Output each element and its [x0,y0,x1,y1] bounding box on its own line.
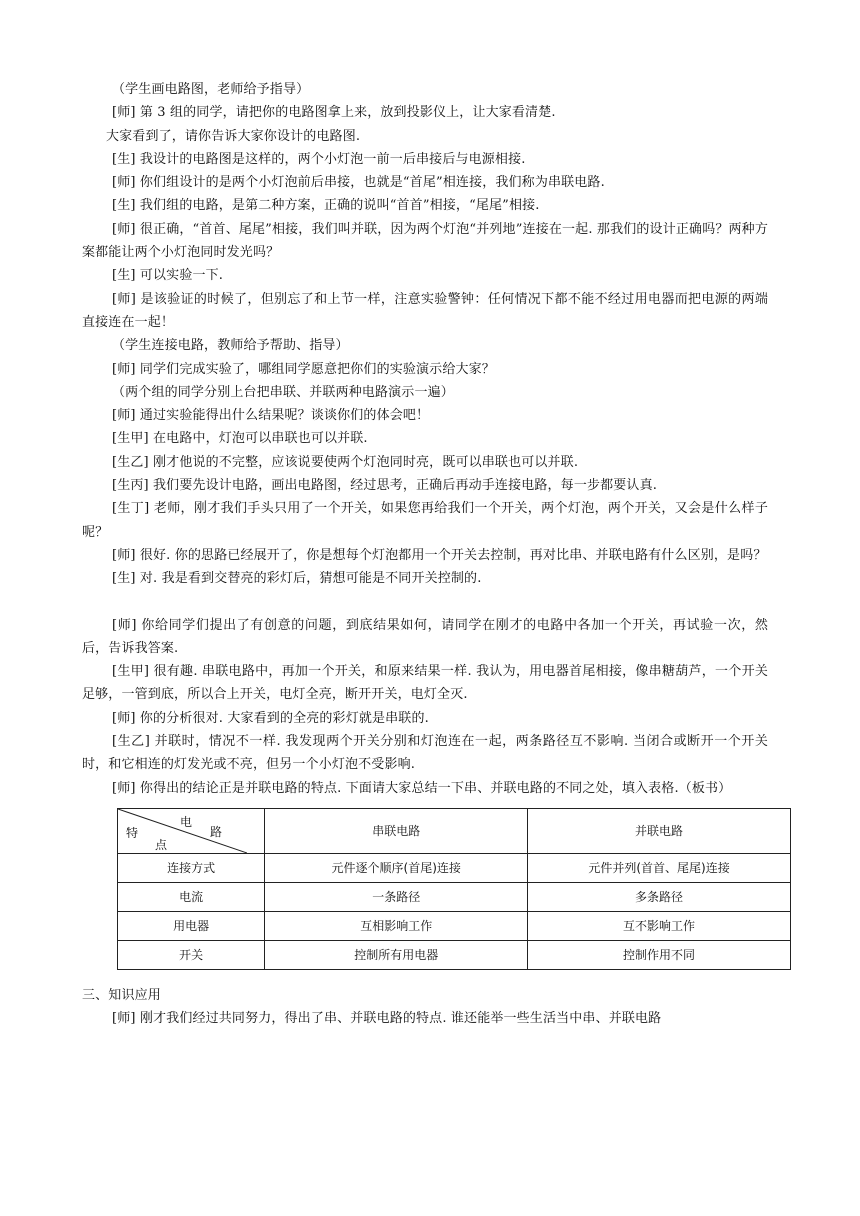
table-cell: 控制所有用电器 [265,940,528,969]
paragraph: （两个组的同学分别上台把串联、并联两种电路演示一遍） [112,384,454,400]
corner-label: 路 [210,824,223,839]
paragraph: [生] 我们组的电路，是第二种方案，正确的说叫“首首”相接，“尾尾”相接. [112,198,540,214]
table-cell: 一条路径 [265,882,528,911]
row-label: 电流 [118,882,265,911]
comparison-table [117,808,791,970]
row-label: 连接方式 [118,853,265,882]
paragraph: [师] 很好. 你的思路已经展开了，你是想每个灯泡都用一个开关去控制，再对比串、并联电路有什么区别，是吗？ [112,547,767,563]
paragraph: （学生连接电路，教师给予帮助、指导） [112,338,349,354]
paragraph: [生乙] 并联时，情况不一样. 我发现两个开关分别和灯泡连在一起，两条路径互不影响. 当闭合或断开一个开关时，和它相连的灯发光或不亮，但另一个小灯泡不受影响. [82,734,768,773]
paragraph: 大家看到了，请你告诉大家你设计的电路图. [106,128,361,144]
paragraph: [师] 很正确，“首首、尾尾”相接，我们叫并联，因为两个灯泡“并列地”连接在一起. 那我们的设计正确吗？两种方案都能让两个小灯泡同时发光吗？ [82,221,768,261]
paragraph: [师] 你们组设计的是两个小灯泡前后串接，也就是“首尾”相连接，我们称为串联电路. [112,175,605,191]
paragraph: [生乙] 刚才他说的不完整，应该说要使两个灯泡同时亮，既可以串联也可以并联. [112,454,579,470]
table-cell: 元件逐个顺序(首尾)连接 [265,853,528,882]
paragraph: [生] 我设计的电路图是这样的，两个小灯泡一前一后串接后与电源相接. [112,151,526,167]
table-cell: 多条路径 [528,882,791,911]
table-corner-cell [118,808,265,853]
table-cell: 控制作用不同 [528,940,791,969]
paragraph: [生] 对. 我是看到交替亮的彩灯后，猜想可能是不同开关控制的. [112,571,482,587]
paragraph: [师] 刚才我们经过共同努力，得出了串、并联电路的特点. 谁还能举一些生活当中串、并联电路 [112,1011,662,1027]
paragraph: [师] 同学们完成实验了，哪组同学愿意把你们的实验演示给大家？ [112,361,495,377]
paragraph: [生甲] 很有趣. 串联电路中，再加一个开关，和原来结果一样. 我认为，用电器首尾相接，像串糖葫芦，一个开关足够，一管到底，所以合上开关，电灯全亮，断开开关，电灯全灭. [82,664,768,703]
paragraph: [师] 是该验证的时候了，但别忘了和上节一样，注意实验警钟：任何情况下都不能不经过用电器而把电源的两端直接连在一起！ [82,291,768,330]
table-row [118,940,791,969]
corner-label: 特 [126,825,139,840]
table-header-row [118,808,791,853]
paragraph: [师] 通过实验能得出什么结果呢？谈谈你们的体会吧！ [112,408,430,424]
corner-label: 点 [155,837,168,852]
paragraph: [生丁] 老师，刚才我们手头只用了一个开关，如果您再给我们一个开关，两个灯泡，两个开关，又会是什么样子呢？ [82,501,768,540]
row-label: 开关 [118,940,265,969]
corner-label: 电 [180,814,193,829]
paragraph: [生丙] 我们要先设计电路，画出电路图，经过思考，正确后再动手连接电路，每一步都要认真. [112,478,658,494]
table-cell: 元件并列(首首、尾尾)连接 [528,853,791,882]
paragraph: [生甲] 在电路中，灯泡可以串联也可以并联. [112,431,368,447]
paragraph: [师] 你给同学们提出了有创意的问题，到底结果如何，请同学在刚才的电路中各加一个开关，再试验一次，然后，告诉我答案. [82,617,768,656]
section-heading: 三、知识应用 [82,987,161,1003]
row-label: 用电器 [118,911,265,940]
column-header-parallel: 并联电路 [528,808,791,853]
table-row [118,911,791,940]
paragraph: [师] 你的分析很对. 大家看到的全亮的彩灯就是串联的. [112,710,429,726]
paragraph: [师] 第 3 组的同学，请把你的电路图拿上来，放到投影仪上，让大家看清楚. [112,105,556,121]
paragraph: [师] 你得出的结论正是并联电路的特点. 下面请大家总结一下串、并联电路的不同之处，填入表格.（板书） [112,780,732,796]
document-body [82,78,768,1031]
column-header-series: 串联电路 [265,808,528,853]
paragraph: [生] 可以实验一下. [112,268,224,284]
table-row [118,882,791,911]
table-cell: 互不影响工作 [528,911,791,940]
table-row [118,853,791,882]
paragraph: （学生画电路图，老师给予指导） [112,82,310,97]
table-cell: 互相影响工作 [265,911,528,940]
